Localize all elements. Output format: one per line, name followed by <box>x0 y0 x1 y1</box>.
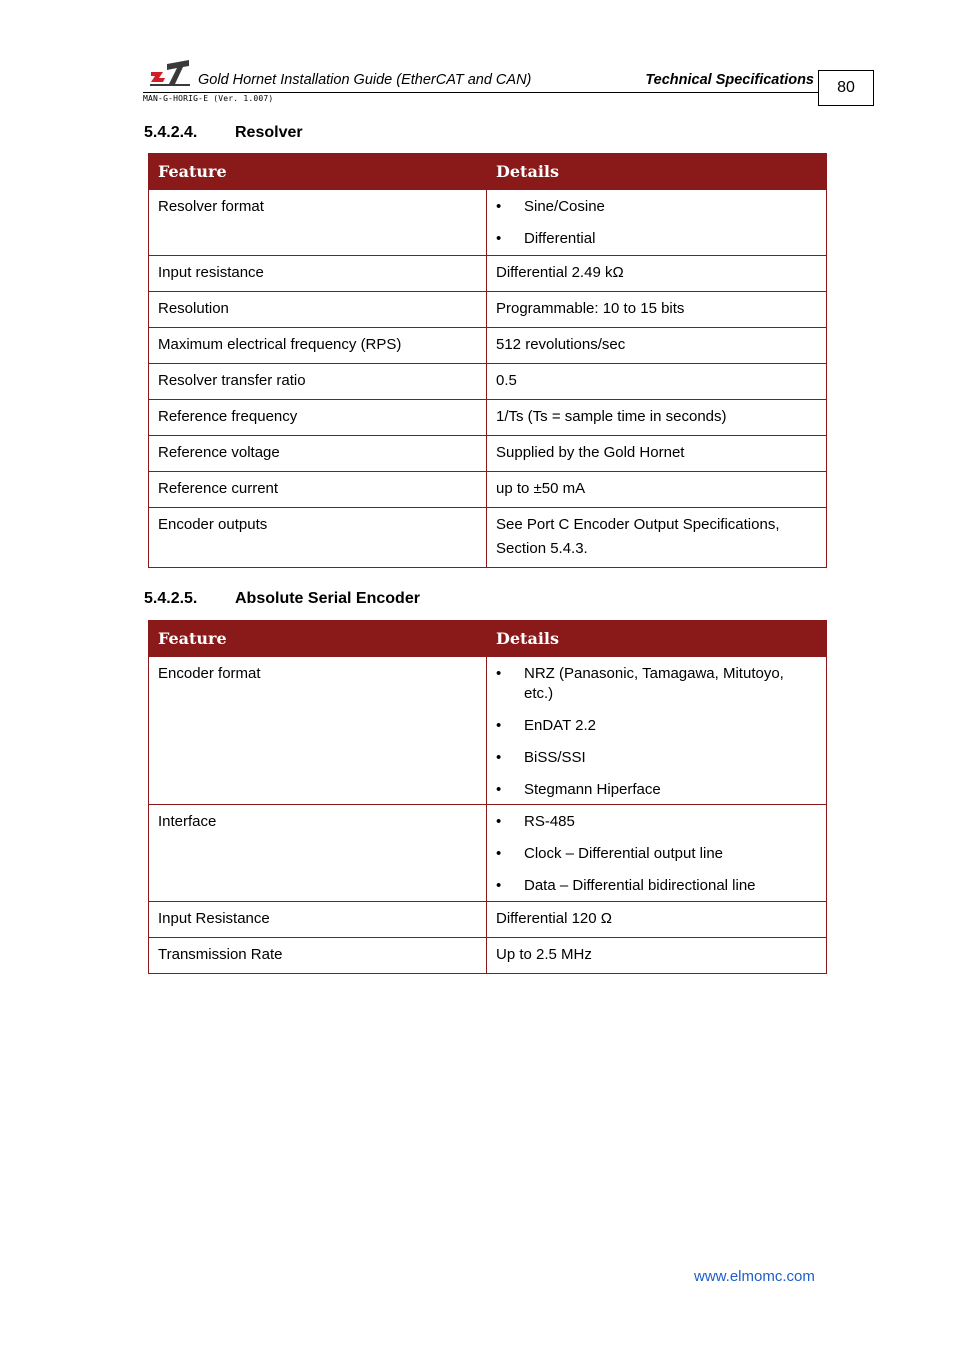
feature-cell: Resolver transfer ratio <box>149 364 487 400</box>
feature-cell: Maximum electrical frequency (RPS) <box>149 328 487 364</box>
elmo-logo-icon <box>149 58 191 88</box>
resolver-table <box>148 153 827 568</box>
absolute-encoder-heading-title: Absolute Serial Encoder <box>235 590 420 607</box>
list-item: • BiSS/SSI <box>496 748 817 768</box>
details-cell: Differential 2.49 kΩ <box>487 256 827 292</box>
table-row <box>149 938 827 974</box>
feature-cell: Reference current <box>149 472 487 508</box>
feature-cell: Encoder outputs <box>149 508 487 568</box>
list-item: • Clock – Differential output line <box>496 844 817 864</box>
details-cell: 512 revolutions/sec <box>487 328 827 364</box>
absolute-encoder-heading <box>144 590 420 608</box>
resolver-heading-title: Resolver <box>235 124 303 141</box>
header-divider <box>143 92 818 93</box>
table-row <box>149 436 827 472</box>
table-row <box>149 364 827 400</box>
details-list <box>496 197 817 249</box>
table-row <box>149 328 827 364</box>
details-cell <box>487 190 827 256</box>
table-row <box>149 400 827 436</box>
list-item: • Differential <box>496 229 817 249</box>
feature-cell: Transmission Rate <box>149 938 487 974</box>
table-row <box>149 805 827 902</box>
document-code: MAN-G-HORIG-E (Ver. 1.007) <box>143 94 274 103</box>
feature-cell: Interface <box>149 805 487 902</box>
column-header-feature: Feature <box>149 621 487 657</box>
page-number: 80 <box>818 70 874 106</box>
section-title: Technical Specifications <box>645 72 814 88</box>
details-cell <box>487 805 827 902</box>
resolver-heading <box>144 124 303 142</box>
feature-cell: Input resistance <box>149 256 487 292</box>
column-header-details: Details <box>487 621 827 657</box>
feature-cell: Resolver format <box>149 190 487 256</box>
details-cell <box>487 657 827 805</box>
list-item: • RS-485 <box>496 812 817 832</box>
absolute-encoder-table <box>148 620 827 974</box>
list-item: • NRZ (Panasonic, Tamagawa, Mitutoyo, etc.) <box>496 664 817 704</box>
table-row <box>149 256 827 292</box>
column-header-details: Details <box>487 154 827 190</box>
table-row <box>149 657 827 805</box>
feature-cell: Reference frequency <box>149 400 487 436</box>
resolver-heading-number: 5.4.2.4. <box>144 124 198 141</box>
table-row <box>149 472 827 508</box>
details-cell: up to ±50 mA <box>487 472 827 508</box>
table-row <box>149 292 827 328</box>
table-header-row <box>149 621 827 657</box>
feature-cell: Resolution <box>149 292 487 328</box>
details-list <box>496 664 817 800</box>
column-header-feature: Feature <box>149 154 487 190</box>
feature-cell: Input Resistance <box>149 902 487 938</box>
details-cell: 0.5 <box>487 364 827 400</box>
absolute-encoder-heading-number: 5.4.2.5. <box>144 590 198 607</box>
page-header <box>143 56 874 106</box>
list-item: • EnDAT 2.2 <box>496 716 817 736</box>
table-row <box>149 508 827 568</box>
list-item: • Sine/Cosine <box>496 197 817 217</box>
details-cell: 1/Ts (Ts = sample time in seconds) <box>487 400 827 436</box>
table-row <box>149 902 827 938</box>
document-title: Gold Hornet Installation Guide (EtherCAT and CAN) <box>198 72 532 88</box>
details-cell: Differential 120 Ω <box>487 902 827 938</box>
table-row <box>149 190 827 256</box>
website-link[interactable]: www.elmomc.com <box>694 1268 815 1285</box>
details-cell: Programmable: 10 to 15 bits <box>487 292 827 328</box>
details-cell: Supplied by the Gold Hornet <box>487 436 827 472</box>
feature-cell: Reference voltage <box>149 436 487 472</box>
details-cell: Up to 2.5 MHz <box>487 938 827 974</box>
list-item: • Stegmann Hiperface <box>496 780 817 800</box>
feature-cell: Encoder format <box>149 657 487 805</box>
details-list <box>496 812 817 896</box>
table-header-row <box>149 154 827 190</box>
details-cell: See Port C Encoder Output Specifications, Section 5.4.3. <box>487 508 827 568</box>
list-item: • Data – Differential bidirectional line <box>496 876 817 896</box>
